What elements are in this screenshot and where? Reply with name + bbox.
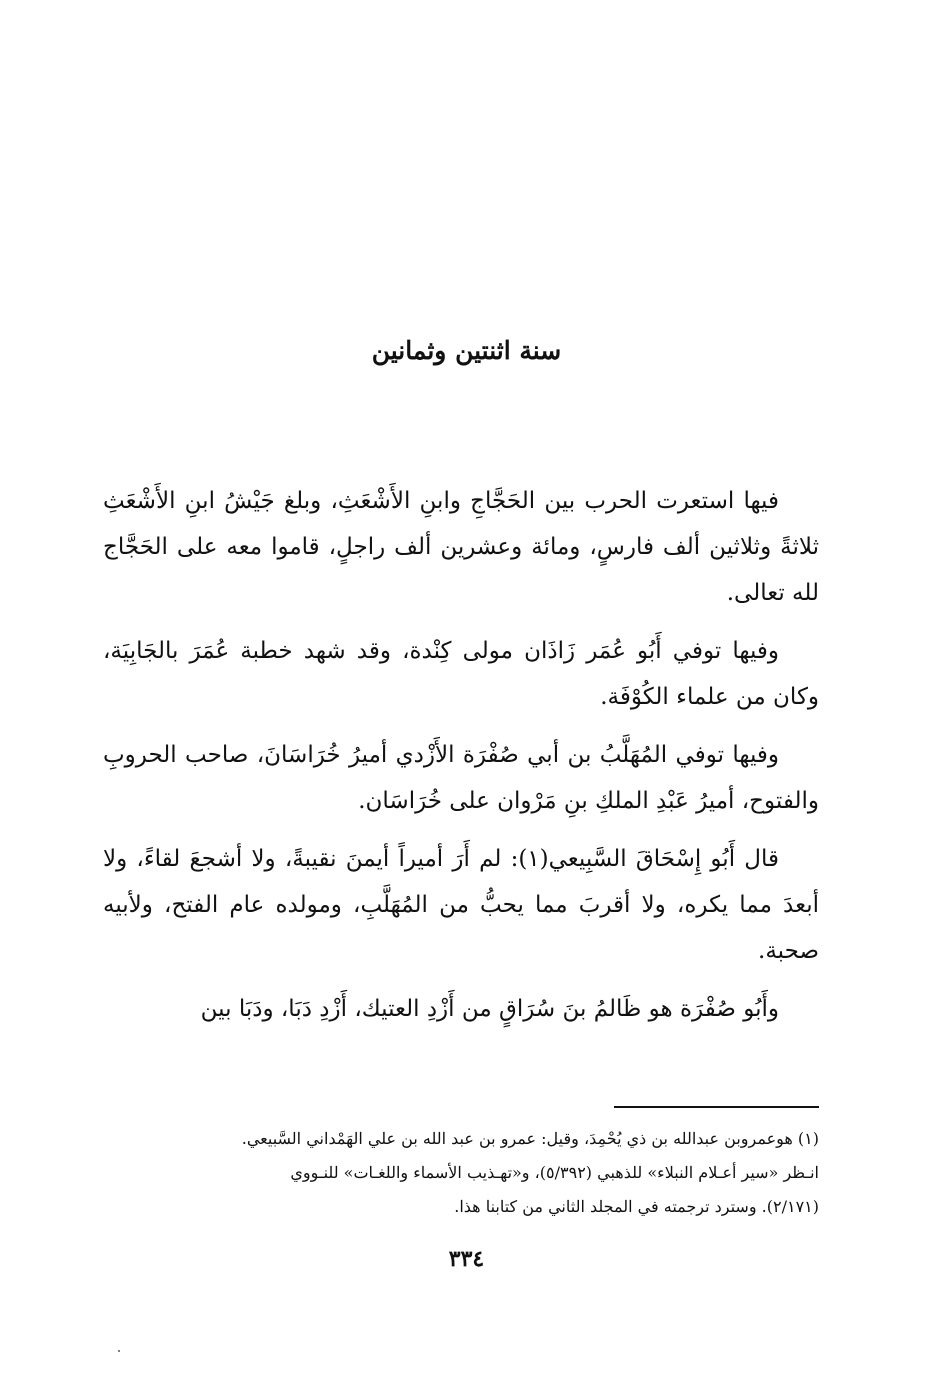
footnotes [103, 1122, 819, 1224]
paragraph: وفيها توفي أَبُو عُمَر زَاذَان مولى كِنْدة، وقد شهد خطبة عُمَرَ بالجَابِيَة، وكان من علماء الكُوْفَة. [103, 638, 819, 710]
paragraph: قال أَبُو إِسْحَاقَ السَّبِيعي(١): لم أَرَ أميراً أيمنَ نقيبةً، ولا أشجعَ لقاءً، ولا أبعدَ مما يكره، ولا أقربَ مما يحبُّ من المُهَلَّبِ، ومولده عام الفتح، ولأبيه صحبة. [103, 846, 819, 964]
paragraph: وفيها توفي المُهَلَّبُ بن أبي صُفْرَة الأَزْدي أميرُ خُرَاسَانَ، صاحب الحروبِ والفتوح، أميرُ عَبْدِ الملكِ بنِ مَرْوان على خُرَاسَان. [103, 742, 819, 814]
footnote-divider [614, 1106, 819, 1108]
main-text [103, 478, 819, 1044]
footnote-line: انـظر «سير أعـلام النبلاء» للذهبي (٥/٣٩٢)، و«تهـذيب الأسماء واللغـات» للنـووي [290, 1163, 819, 1182]
paragraph: فيها استعرت الحرب بين الحَجَّاجِ وابنِ الأَشْعَثِ، وبلغ جَيْشُ ابنِ الأَشْعَثِ ثلاثةً وثلاثين ألف فارسٍ، ومائة وعشرين ألف راجلٍ، قاموا معه على الحَجَّاج لله تعالى. [103, 488, 819, 606]
footnote-line: (١) هوعمروبن عبدالله بن ذي يُحْمِدَ، وقيل: عمرو بن عبد الله بن علي الهَمْداني السَّبيعي. [241, 1129, 819, 1148]
chapter-title: سنة اثنتين وثمانين [371, 336, 562, 365]
paragraph: وأَبُو صُفْرَة هو ظَالمُ بنَ سُرَاقٍ من أَزْدِ العتيك، أَزْدِ دَبَا، ودَبَا بين [200, 996, 779, 1022]
footnote-line: (٢/١٧١). وسترد ترجمته في المجلد الثاني من كتابنا هذا. [454, 1197, 819, 1216]
scan-speck [118, 1350, 120, 1352]
page-number: ٣٣٤ [448, 1246, 485, 1272]
